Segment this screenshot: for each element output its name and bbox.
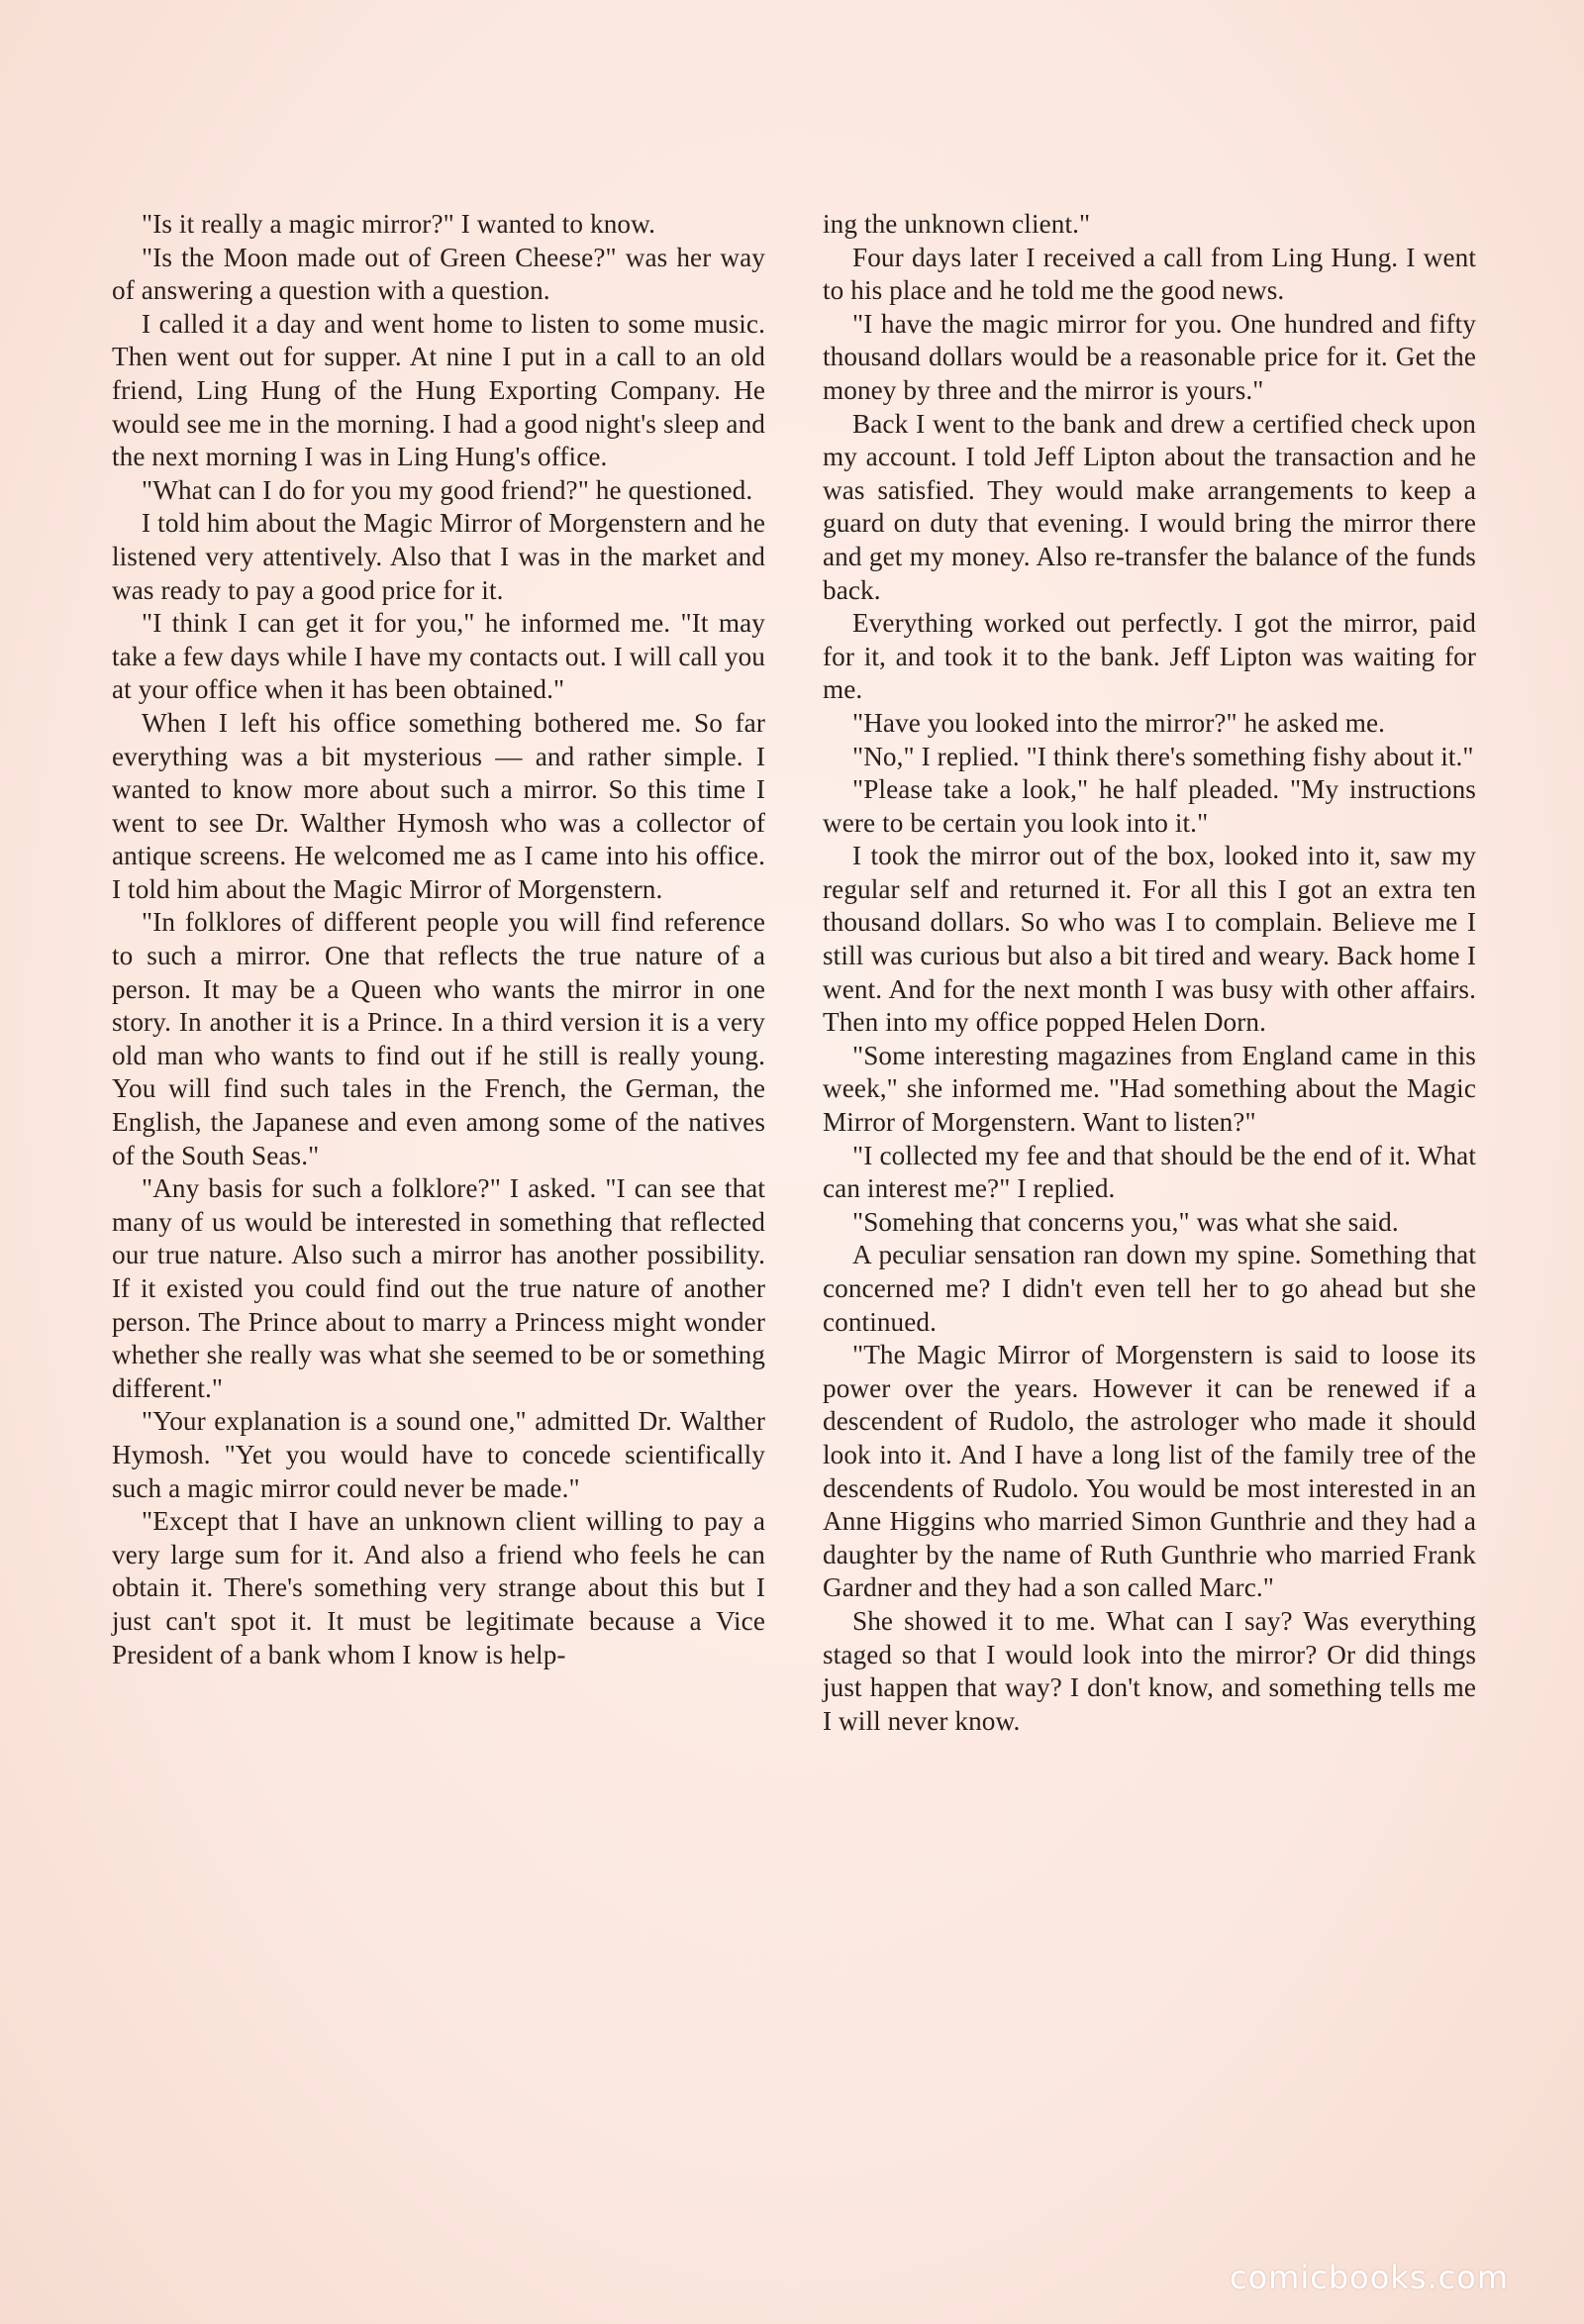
paragraph: I took the mirror out of the box, looked into it, saw my regular self and returned it. For all this I got an extra ten thousand dollars. So who was I to complain. Believe me I still was curious but also a bit tired and weary. Back home I went. And for the next month I was busy with other affairs. Then into my office popped Helen Dorn.: [823, 841, 1476, 1038]
paragraph-continuation: ing the unknown client.": [823, 209, 1091, 239]
paragraph: "Please take a look," he half pleaded. "My instructions were to be certain you look into it.": [823, 774, 1476, 838]
paragraph: "In folklores of different people you will find reference to such a mirror. One that reflects the true nature of a person. It may be a Queen who wants the mirror in one story. In another it is a Prince. In a third version it is a very old man who wants to find out if he still is really young. You will find such tales in the French, the German, the English, the Japanese and even among some of the natives of the South Seas.": [112, 907, 765, 1170]
paragraph: She showed it to me. What can I say? Was everything staged so that I would look into the mirror? Or did things just happen that way? I don't know, and something tells me I will never know.: [823, 1605, 1476, 1736]
paragraph: "Your explanation is a sound one," admitted Dr. Walther Hymosh. "Yet you would have to concede scientifically such a magic mirror could never be made.": [112, 1406, 765, 1503]
right-column: [823, 208, 1476, 1738]
paragraph: "No," I replied. "I think there's something fishy about it.": [852, 741, 1474, 771]
paragraph: "I think I can get it for you," he informed me. "It may take a few days while I have my contacts out. I will call you at your office when it has been obtained.": [112, 608, 765, 705]
paragraph: A peculiar sensation ran down my spine. Something that concerned me? I didn't even tell her to go ahead but she continued.: [823, 1240, 1476, 1337]
paragraph: "I collected my fee and that should be the end of it. What can interest me?" I replied.: [823, 1140, 1476, 1204]
paragraph: Everything worked out perfectly. I got the mirror, paid for it, and took it to the bank. Jeff Lipton was waiting for me.: [823, 608, 1476, 705]
watermark: comicbooks.com: [1229, 2259, 1509, 2296]
paragraph: "Have you looked into the mirror?" he asked me.: [852, 707, 1386, 738]
paragraph: "Is the Moon made out of Green Cheese?" was her way of answering a question with a question.: [112, 242, 765, 306]
left-column: [112, 208, 765, 1671]
paragraph: When I left his office something bothered me. So far everything was a bit mysterious — and rather simple. I wanted to know more about such a mirror. So this time I went to see Dr. Walther Hymosh who was a collector of antique screens. He welcomed me as I came into his office. I told him about the Magic Mirror of Morgenstern.: [112, 707, 765, 904]
paragraph: I called it a day and went home to listen to some music. Then went out for supper. At nine I put in a call to an old friend, Ling Hung of the Hung Exporting Company. He would see me in the morning. I had a good night's sleep and the next morning I was in Ling Hung's office.: [112, 308, 765, 472]
paragraph: "The Magic Mirror of Morgenstern is said to loose its power over the years. However it can be renewed if a descendent of Rudolo, the astrologer who made it should look into it. And I have a long list of the family tree of the descendents of Rudolo. You would be most interested in an Anne Higgins who married Simon Gunthrie and they had a daughter by the name of Ruth Gunthrie who married Frank Gardner and they had a son called Marc.": [823, 1340, 1476, 1603]
paragraph: "Any basis for such a folklore?" I asked. "I can see that many of us would be interested in something that reflected our true nature. Also such a mirror has another possibility. If it existed you could find out the true nature of another person. The Prince about to marry a Princess might wonder whether she really was what she seemed to be or something different.": [112, 1173, 765, 1403]
paragraph: "Is it really a magic mirror?" I wanted to know.: [142, 209, 655, 239]
paragraph: "Except that I have an unknown client willing to pay a very large sum for it. And also a friend who feels he can obtain it. There's something very strange about this but I just can't spot it. It must be legitimate because a Vice President of a bank whom I know is help-: [112, 1506, 765, 1669]
paragraph: "Somehing that concerns you," was what she said.: [852, 1206, 1399, 1237]
paragraph: "What can I do for you my good friend?" he questioned.: [142, 474, 753, 505]
paragraph: I told him about the Magic Mirror of Morgenstern and he listened very attentively. Also that I was in the market and was ready to pay a good price for it.: [112, 508, 765, 605]
paragraph: Back I went to the bank and drew a certified check upon my account. I told Jeff Lipton about the transaction and he was satisfied. They would make arrangements to keep a guard on duty that evening. I would bring the mirror there and get my money. Also re-transfer the balance of the funds back.: [823, 408, 1476, 605]
paragraph: "Some interesting magazines from England came in this week," she informed me. "Had something about the Magic Mirror of Morgenstern. Want to listen?": [823, 1040, 1476, 1138]
paragraph: "I have the magic mirror for you. One hundred and fifty thousand dollars would be a reasonable price for it. Get the money by three and the mirror is yours.": [823, 308, 1476, 405]
paragraph: Four days later I received a call from Ling Hung. I went to his place and he told me the good news.: [823, 242, 1476, 306]
